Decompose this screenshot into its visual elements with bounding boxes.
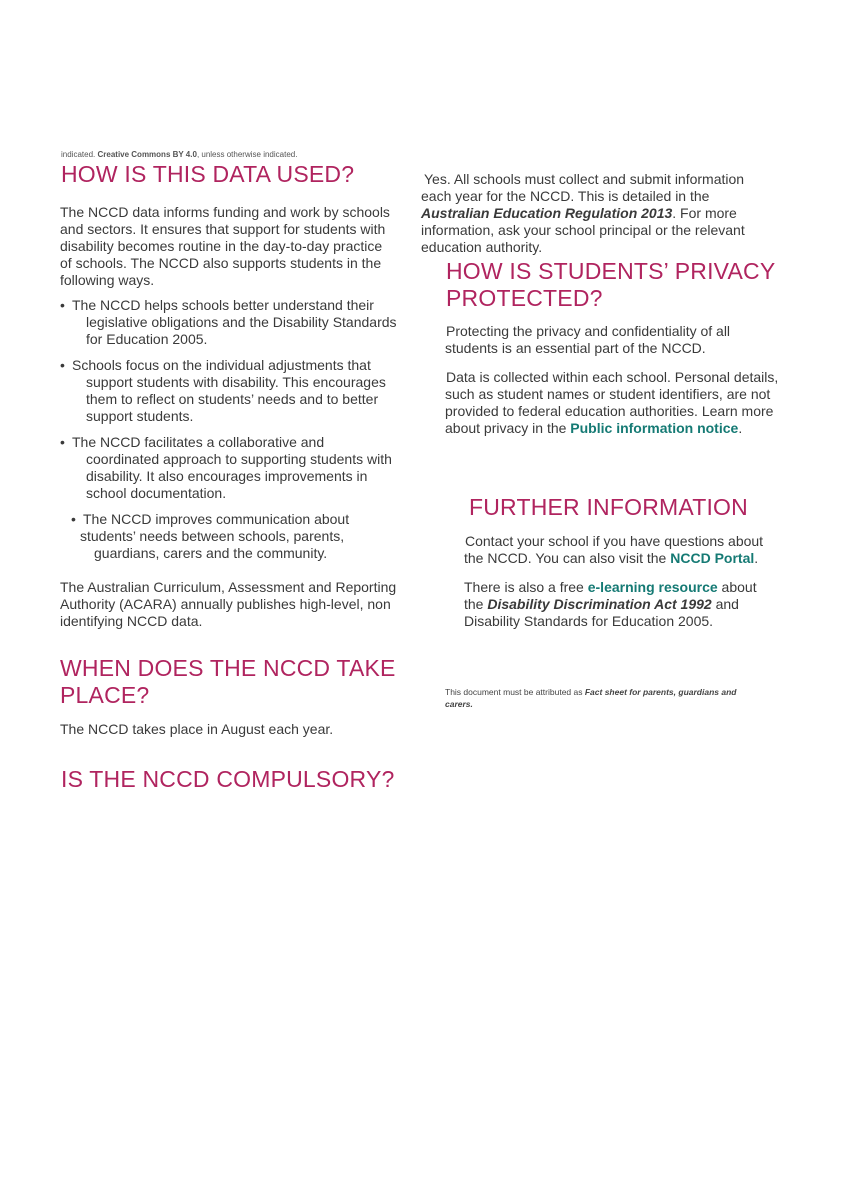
privacy-line: Data is collected within each school. Personal details, — [446, 369, 779, 385]
bullet-item — [60, 357, 405, 425]
heading-when-line: PLACE? — [60, 682, 150, 708]
further-paragraph-1 — [464, 533, 809, 567]
further-line: Contact your school if you have questions about — [465, 533, 764, 549]
heading-further-information: FURTHER INFORMATION — [469, 494, 748, 520]
answer-suffix: . For more — [672, 205, 737, 221]
privacy-line — [445, 420, 790, 437]
attribution-suffix: , unless otherwise indicated. — [196, 150, 298, 159]
bullet-marker: • — [71, 511, 76, 527]
heading-privacy — [446, 258, 775, 312]
answer-line: information, ask your school principal or the relevant — [421, 222, 745, 238]
further-line — [464, 550, 809, 567]
act-title: Disability Discrimination Act 1992 — [487, 596, 712, 612]
acara-line: identifying NCCD data. — [60, 613, 203, 629]
bullet-line: guardians, carers and the community. — [94, 545, 328, 561]
further-prefix: the — [464, 596, 488, 612]
further-suffix: about — [717, 579, 757, 595]
bullet-line: The NCCD helps schools better understand their — [72, 297, 374, 313]
bullet-line: students’ needs between schools, parents, — [80, 528, 345, 544]
bullet-item — [60, 297, 405, 348]
document-attribution — [445, 686, 785, 710]
answer-line: Yes. All schools must collect and submit information — [424, 171, 745, 187]
nccd-portal-link[interactable]: NCCD Portal — [670, 550, 755, 566]
answer-line: each year for the NCCD. This is detailed in the — [421, 188, 710, 204]
further-suffix: and — [711, 596, 739, 612]
when-text: The NCCD takes place in August each year. — [60, 721, 334, 737]
compulsory-answer — [421, 171, 791, 256]
bullet-line: support students. — [86, 408, 194, 424]
data-used-intro — [60, 204, 405, 289]
privacy-line: such as student names or student identifiers, are not — [445, 386, 771, 402]
heading-privacy-line: PROTECTED? — [446, 285, 603, 311]
bullet-marker: • — [60, 357, 65, 373]
intro-line: The NCCD data informs funding and work by schools — [60, 204, 390, 220]
bullet-line: support students with disability. This encourages — [86, 374, 386, 390]
privacy-line: students is an essential part of the NCCD. — [445, 340, 706, 356]
intro-line: of schools. The NCCD also supports students in the — [60, 255, 382, 271]
top-attribution — [61, 150, 297, 160]
acara-line: Authority (ACARA) annually publishes high-level, non — [60, 596, 391, 612]
bullet-line: school documentation. — [86, 485, 227, 501]
attribution-prefix: This document must be attributed as — [445, 687, 585, 697]
bullet-item — [71, 511, 405, 562]
bullet-line: The NCCD facilitates a collaborative and — [72, 434, 325, 450]
further-line — [464, 579, 809, 596]
further-suffix: . — [754, 550, 759, 566]
license-name: Creative Commons BY 4.0 — [97, 150, 197, 159]
privacy-paragraph-2 — [445, 369, 790, 437]
privacy-prefix: about privacy in the — [445, 420, 571, 436]
intro-line: and sectors. It ensures that support for students with — [60, 221, 386, 237]
heading-privacy-line: HOW IS STUDENTS’ PRIVACY — [446, 258, 776, 284]
privacy-paragraph-1 — [445, 323, 790, 357]
bullet-line: legislative obligations and the Disability Standards — [86, 314, 397, 330]
acara-paragraph — [60, 579, 405, 630]
bullet-line: them to reflect on students’ needs and to better — [86, 391, 379, 407]
attribution-title: carers. — [445, 699, 473, 709]
answer-line — [421, 205, 791, 222]
attribution-title: Fact sheet for parents, guardians and — [584, 687, 737, 697]
heading-compulsory: IS THE NCCD COMPULSORY? — [61, 766, 395, 792]
bullet-line: coordinated approach to supporting students with — [86, 451, 392, 467]
bullet-line: Schools focus on the individual adjustments that — [72, 357, 371, 373]
answer-line: education authority. — [421, 239, 543, 255]
further-prefix: the NCCD. You can also visit the — [464, 550, 671, 566]
bullet-line: for Education 2005. — [86, 331, 208, 347]
acara-line: The Australian Curriculum, Assessment and Reporting — [60, 579, 397, 595]
bullet-line: The NCCD improves communication about — [83, 511, 350, 527]
heading-data-used: HOW IS THIS DATA USED? — [61, 161, 355, 187]
regulation-title: Australian Education Regulation 2013 — [421, 205, 673, 221]
bullet-line: disability. It also encourages improvements in — [86, 468, 368, 484]
heading-when-line: WHEN DOES THE NCCD TAKE — [60, 655, 396, 681]
intro-line: disability becomes routine in the day-to-day practice — [60, 238, 383, 254]
e-learning-resource-link[interactable]: e-learning resource — [587, 579, 718, 595]
attribution-prefix: indicated. — [61, 150, 96, 159]
further-line: Disability Standards for Education 2005. — [464, 613, 714, 629]
privacy-line: Protecting the privacy and confidentiality of all — [446, 323, 731, 339]
further-paragraph-2 — [464, 579, 809, 630]
bullet-marker: • — [60, 434, 65, 450]
privacy-line: provided to federal education authorities. Learn more — [445, 403, 774, 419]
intro-line: following ways. — [60, 272, 155, 288]
bullet-item — [60, 434, 405, 502]
privacy-suffix: . — [738, 420, 743, 436]
public-information-notice-link[interactable]: Public information notice — [570, 420, 739, 436]
bullet-marker: • — [60, 297, 65, 313]
further-prefix: There is also a free — [464, 579, 588, 595]
attribution-line — [445, 686, 785, 698]
further-line — [464, 596, 809, 613]
heading-when — [60, 655, 396, 709]
